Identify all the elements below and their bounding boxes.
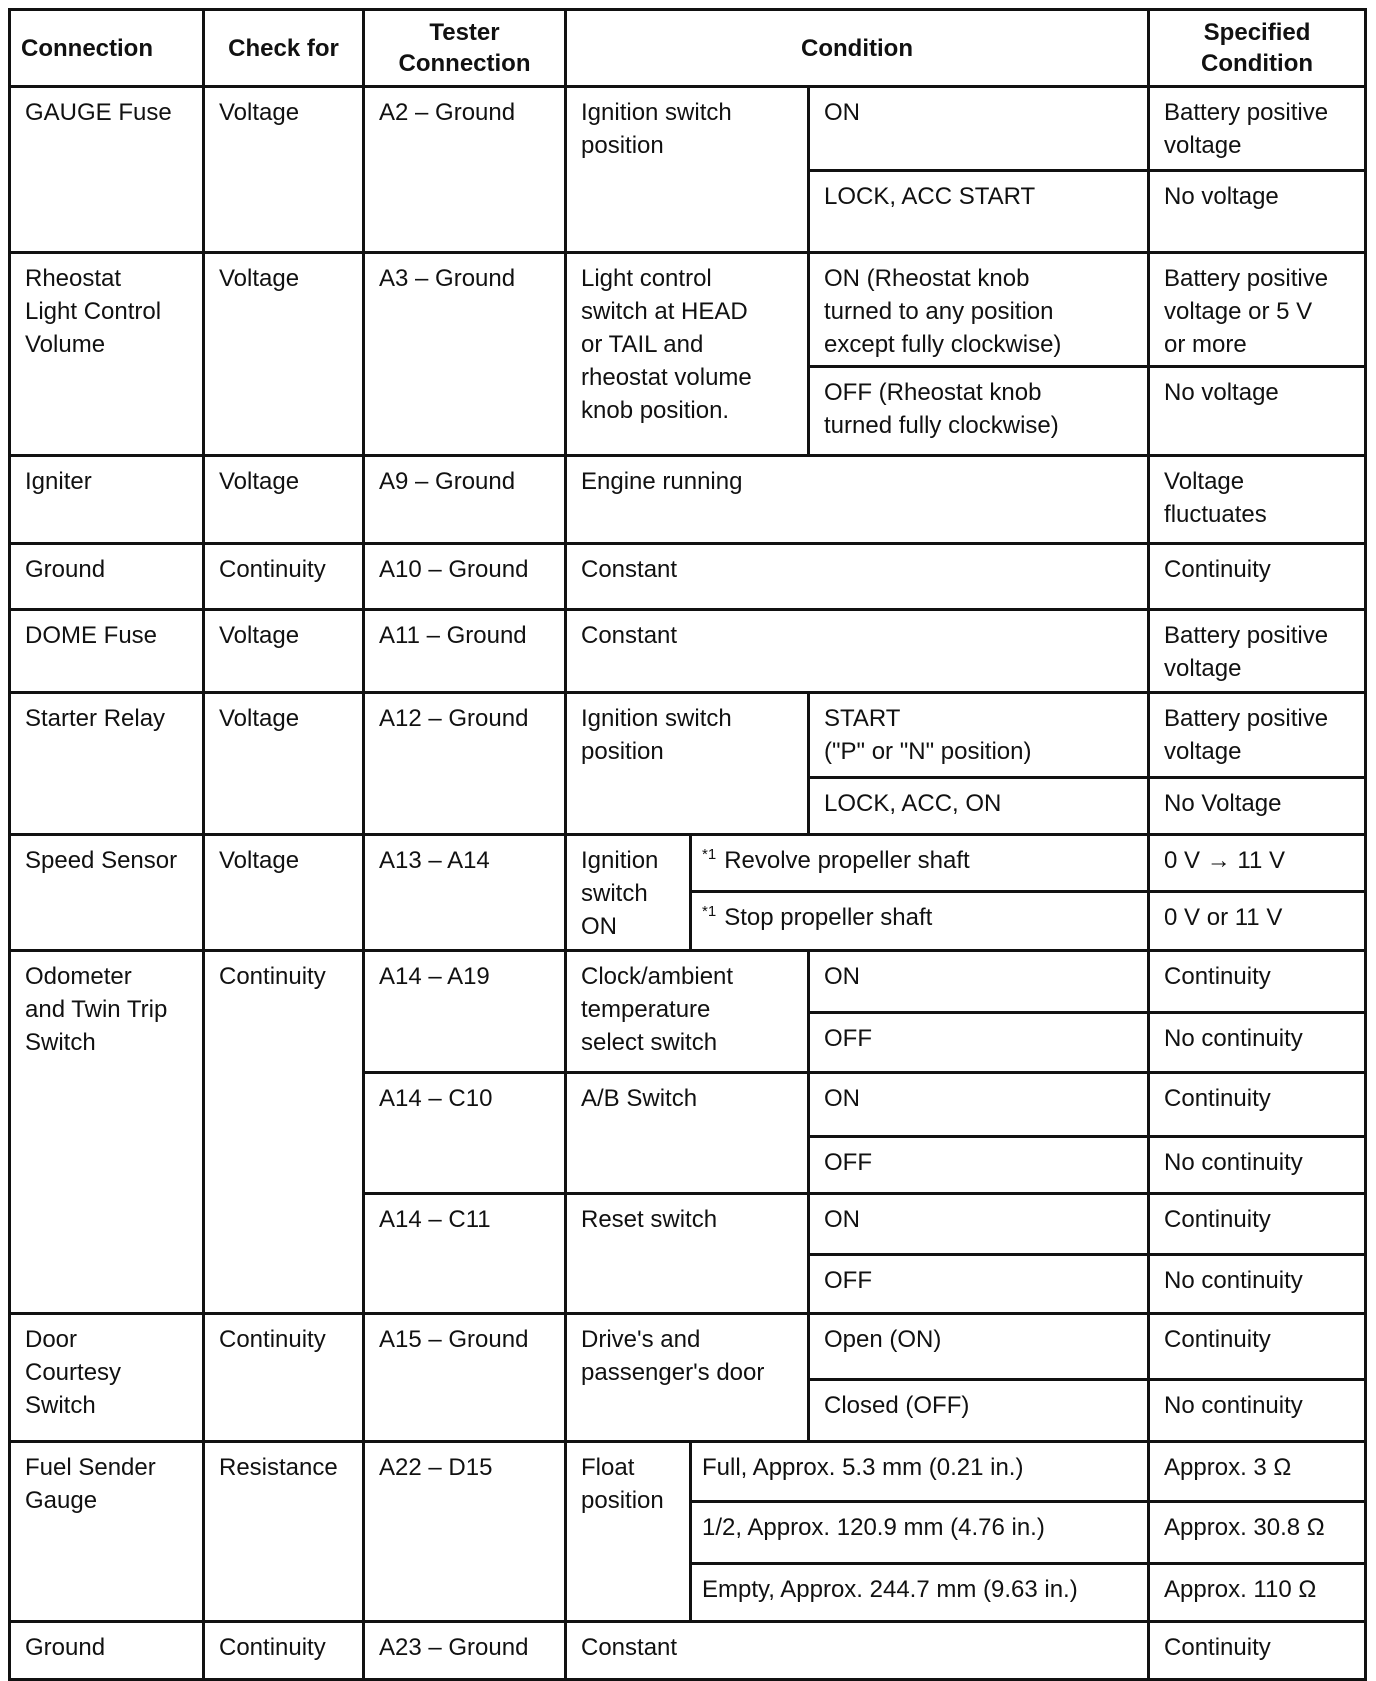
tester-connection-cell: A10 – Ground xyxy=(364,544,566,610)
specified-condition-cell: Continuity xyxy=(1149,1622,1366,1680)
connection-cell: Odometer and Twin Trip Switch xyxy=(10,951,204,1314)
specified-condition-cell: No continuity xyxy=(1149,1137,1366,1194)
specified-condition-cell: Battery positive voltage or 5 V or more xyxy=(1149,253,1366,367)
sub-condition-cell: 1/2, Approx. 120.9 mm (4.76 in.) xyxy=(691,1502,1149,1564)
header-tester-connection: Tester Connection xyxy=(364,10,566,87)
header-condition: Condition xyxy=(566,10,1149,87)
tester-connection-cell: A14 – C11 xyxy=(364,1194,566,1314)
table-row xyxy=(10,1314,1366,1380)
specified-condition-cell: Continuity xyxy=(1149,1194,1366,1255)
specified-condition-cell: 0 V → 11 V xyxy=(1149,835,1366,892)
table-row xyxy=(10,951,1366,1013)
check-for-cell: Continuity xyxy=(204,951,364,1314)
specified-condition-cell: Approx. 3 Ω xyxy=(1149,1442,1366,1502)
table-row xyxy=(10,610,1366,693)
tester-connection-cell: A3 – Ground xyxy=(364,253,566,456)
specified-condition-cell: Continuity xyxy=(1149,951,1366,1013)
specified-condition-cell: No voltage xyxy=(1149,171,1366,253)
tester-connection-cell: A2 – Ground xyxy=(364,87,566,253)
condition-cell: Engine running xyxy=(566,456,1149,544)
header-check-for: Check for xyxy=(204,10,364,87)
specified-condition-cell: Approx. 110 Ω xyxy=(1149,1564,1366,1622)
specified-condition-cell: No continuity xyxy=(1149,1255,1366,1314)
connection-cell: Ground xyxy=(10,544,204,610)
sub-condition-cell: ON (Rheostat knob turned to any position except fully clockwise) xyxy=(809,253,1149,367)
check-for-cell: Voltage xyxy=(204,610,364,693)
specified-condition-cell: Battery positive voltage xyxy=(1149,693,1366,778)
connection-cell: Rheostat Light Control Volume xyxy=(10,253,204,456)
sub-condition-cell: Open (ON) xyxy=(809,1314,1149,1380)
connection-cell: Speed Sensor xyxy=(10,835,204,951)
check-for-cell: Continuity xyxy=(204,544,364,610)
condition-cell: Reset switch xyxy=(566,1194,809,1314)
table-row xyxy=(10,253,1366,367)
sub-condition-cell: LOCK, ACC START xyxy=(809,171,1149,253)
tester-connection-cell: A13 – A14 xyxy=(364,835,566,951)
tester-connection-cell: A12 – Ground xyxy=(364,693,566,835)
header-row xyxy=(10,10,1366,87)
sub-condition-cell: OFF xyxy=(809,1137,1149,1194)
specified-condition-cell: No continuity xyxy=(1149,1380,1366,1442)
tester-connection-cell: A15 – Ground xyxy=(364,1314,566,1442)
tester-connection-cell: A14 – C10 xyxy=(364,1073,566,1194)
footnote-marker: *1 xyxy=(702,903,717,920)
condition-cell: Ignition switch ON xyxy=(566,835,691,951)
sub-condition-cell: ON xyxy=(809,1073,1149,1137)
inspection-table xyxy=(8,8,1367,1681)
table-row xyxy=(10,693,1366,778)
sub-condition-text: Revolve propeller shaft xyxy=(724,847,970,874)
sub-condition-cell: LOCK, ACC, ON xyxy=(809,778,1149,835)
condition-cell: Constant xyxy=(566,610,1149,693)
condition-cell: Light control switch at HEAD or TAIL and rheostat volume knob position. xyxy=(566,253,809,456)
sub-condition-cell: Empty, Approx. 244.7 mm (9.63 in.) xyxy=(691,1564,1149,1622)
check-for-cell: Continuity xyxy=(204,1622,364,1680)
sub-condition-cell: ON xyxy=(809,951,1149,1013)
connection-cell: GAUGE Fuse xyxy=(10,87,204,253)
table-row xyxy=(10,456,1366,544)
condition-cell: Clock/ambient temperature select switch xyxy=(566,951,809,1073)
tester-connection-cell: A11 – Ground xyxy=(364,610,566,693)
specified-condition-cell: Battery positive voltage xyxy=(1149,87,1366,171)
table-row xyxy=(10,1622,1366,1680)
sub-condition-cell: ON xyxy=(809,1194,1149,1255)
sub-condition-cell: ON xyxy=(809,87,1149,171)
condition-cell: Ignition switch position xyxy=(566,693,809,835)
tester-connection-cell: A9 – Ground xyxy=(364,456,566,544)
header-specified-condition: Specified Condition xyxy=(1149,10,1366,87)
sub-condition-cell: OFF xyxy=(809,1255,1149,1314)
condition-cell: Ignition switch position xyxy=(566,87,809,253)
sub-condition-cell: Full, Approx. 5.3 mm (0.21 in.) xyxy=(691,1442,1149,1502)
header-connection: Connection xyxy=(10,10,204,87)
check-for-cell: Voltage xyxy=(204,456,364,544)
condition-cell: Drive's and passenger's door xyxy=(566,1314,809,1442)
sub-condition-text: Stop propeller shaft xyxy=(724,904,933,931)
tester-connection-cell: A14 – A19 xyxy=(364,951,566,1073)
sub-condition-cell: OFF (Rheostat knob turned fully clockwise) xyxy=(809,367,1149,456)
condition-cell: A/B Switch xyxy=(566,1073,809,1194)
sub-condition-cell xyxy=(691,835,1149,892)
specified-condition-cell: No voltage xyxy=(1149,367,1366,456)
specified-condition-cell: Battery positive voltage xyxy=(1149,610,1366,693)
tester-connection-cell: A23 – Ground xyxy=(364,1622,566,1680)
table-row xyxy=(10,835,1366,892)
condition-cell: Float position xyxy=(566,1442,691,1622)
footnote-marker: *1 xyxy=(702,846,717,863)
connection-cell: Door Courtesy Switch xyxy=(10,1314,204,1442)
table-row xyxy=(10,1442,1366,1502)
sub-condition-cell: OFF xyxy=(809,1013,1149,1073)
check-for-cell: Continuity xyxy=(204,1314,364,1442)
specified-condition-cell: Continuity xyxy=(1149,1314,1366,1380)
specified-condition-cell: No Voltage xyxy=(1149,778,1366,835)
check-for-cell: Voltage xyxy=(204,693,364,835)
check-for-cell: Voltage xyxy=(204,87,364,253)
condition-cell: Constant xyxy=(566,544,1149,610)
specified-condition-cell: Voltage fluctuates xyxy=(1149,456,1366,544)
specified-condition-cell: Approx. 30.8 Ω xyxy=(1149,1502,1366,1564)
connection-cell: Fuel Sender Gauge xyxy=(10,1442,204,1622)
specified-condition-cell: No continuity xyxy=(1149,1013,1366,1073)
check-for-cell: Voltage xyxy=(204,253,364,456)
connection-cell: Igniter xyxy=(10,456,204,544)
check-for-cell: Resistance xyxy=(204,1442,364,1622)
tester-connection-cell: A22 – D15 xyxy=(364,1442,566,1622)
check-for-cell: Voltage xyxy=(204,835,364,951)
sub-condition-cell xyxy=(691,892,1149,951)
specified-condition-cell: 0 V or 11 V xyxy=(1149,892,1366,951)
sub-condition-cell: START ("P" or "N" position) xyxy=(809,693,1149,778)
connection-cell: Ground xyxy=(10,1622,204,1680)
specified-condition-cell: Continuity xyxy=(1149,544,1366,610)
sub-condition-cell: Closed (OFF) xyxy=(809,1380,1149,1442)
connection-cell: Starter Relay xyxy=(10,693,204,835)
table-row xyxy=(10,87,1366,171)
specified-condition-cell: Continuity xyxy=(1149,1073,1366,1137)
condition-cell: Constant xyxy=(566,1622,1149,1680)
connection-cell: DOME Fuse xyxy=(10,610,204,693)
table-row xyxy=(10,544,1366,610)
